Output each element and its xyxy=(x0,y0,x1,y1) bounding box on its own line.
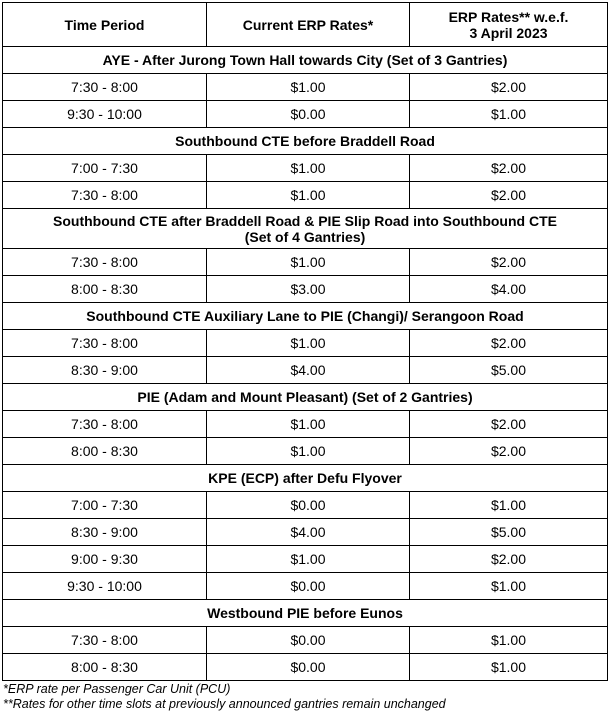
section-title-line2: (Set of 4 Gantries) xyxy=(244,228,366,245)
time-period-cell: 9:30 - 10:00 xyxy=(3,101,207,128)
erp-rates-table xyxy=(2,2,608,681)
current-rate-cell: $1.00 xyxy=(207,74,410,101)
time-period-cell: 7:30 - 8:00 xyxy=(3,411,207,438)
time-period-cell: 9:30 - 10:00 xyxy=(3,573,207,600)
footnotes xyxy=(3,682,446,712)
current-rate-cell: $1.00 xyxy=(207,155,410,182)
table-row xyxy=(3,546,608,573)
time-period-cell: 8:30 - 9:00 xyxy=(3,357,207,384)
new-rate-cell: $2.00 xyxy=(410,74,608,101)
header-new-rates-line2: 3 April 2023 xyxy=(469,24,548,41)
section-title: KPE (ECP) after Defu Flyover xyxy=(3,465,608,492)
section-title-line1: Southbound CTE after Braddell Road & PIE Slip Road into Southbound CTE xyxy=(53,212,557,229)
time-period-cell: 7:00 - 7:30 xyxy=(3,155,207,182)
new-rate-cell: $5.00 xyxy=(410,519,608,546)
new-rate-cell: $1.00 xyxy=(410,573,608,600)
new-rate-cell: $1.00 xyxy=(410,654,608,681)
section-title: Westbound PIE before Eunos xyxy=(3,600,608,627)
new-rate-cell: $2.00 xyxy=(410,249,608,276)
new-rate-cell: $1.00 xyxy=(410,101,608,128)
header-time-period: Time Period xyxy=(3,3,207,47)
header-current-rates: Current ERP Rates* xyxy=(207,3,410,47)
section-title: PIE (Adam and Mount Pleasant) (Set of 2 Gantries) xyxy=(3,384,608,411)
table-row xyxy=(3,411,608,438)
section-header-row xyxy=(3,303,608,330)
current-rate-cell: $4.00 xyxy=(207,519,410,546)
time-period-cell: 8:30 - 9:00 xyxy=(3,519,207,546)
new-rate-cell: $1.00 xyxy=(410,627,608,654)
section-header-row xyxy=(3,465,608,492)
table-row xyxy=(3,101,608,128)
current-rate-cell: $3.00 xyxy=(207,276,410,303)
current-rate-cell: $1.00 xyxy=(207,182,410,209)
current-rate-cell: $0.00 xyxy=(207,627,410,654)
time-period-cell: 9:00 - 9:30 xyxy=(3,546,207,573)
section-title xyxy=(3,209,608,249)
section-header-row xyxy=(3,128,608,155)
section-title: Southbound CTE before Braddell Road xyxy=(3,128,608,155)
time-period-cell: 7:30 - 8:00 xyxy=(3,74,207,101)
new-rate-cell: $2.00 xyxy=(410,546,608,573)
table-row xyxy=(3,357,608,384)
new-rate-cell: $2.00 xyxy=(410,438,608,465)
current-rate-cell: $1.00 xyxy=(207,411,410,438)
table-row xyxy=(3,74,608,101)
header-new-rates xyxy=(410,3,608,47)
time-period-cell: 8:00 - 8:30 xyxy=(3,276,207,303)
current-rate-cell: $0.00 xyxy=(207,492,410,519)
header-new-rates-line1: ERP Rates** w.e.f. xyxy=(448,8,569,25)
table-row xyxy=(3,627,608,654)
section-title: Southbound CTE Auxiliary Lane to PIE (Changi)/ Serangoon Road xyxy=(3,303,608,330)
table-row xyxy=(3,654,608,681)
new-rate-cell: $5.00 xyxy=(410,357,608,384)
table-row xyxy=(3,276,608,303)
current-rate-cell: $4.00 xyxy=(207,357,410,384)
new-rate-cell: $2.00 xyxy=(410,411,608,438)
time-period-cell: 7:30 - 8:00 xyxy=(3,627,207,654)
table-row xyxy=(3,182,608,209)
time-period-cell: 8:00 - 8:30 xyxy=(3,654,207,681)
section-header-row xyxy=(3,384,608,411)
new-rate-cell: $2.00 xyxy=(410,182,608,209)
current-rate-cell: $1.00 xyxy=(207,546,410,573)
section-header-row xyxy=(3,209,608,249)
table-row xyxy=(3,438,608,465)
table-row xyxy=(3,155,608,182)
current-rate-cell: $1.00 xyxy=(207,330,410,357)
table-row xyxy=(3,249,608,276)
time-period-cell: 7:30 - 8:00 xyxy=(3,330,207,357)
current-rate-cell: $1.00 xyxy=(207,249,410,276)
table-row xyxy=(3,573,608,600)
current-rate-cell: $1.00 xyxy=(207,438,410,465)
footnote-pcu: *ERP rate per Passenger Car Unit (PCU) xyxy=(3,682,231,696)
new-rate-cell: $4.00 xyxy=(410,276,608,303)
table-row xyxy=(3,492,608,519)
section-header-row xyxy=(3,600,608,627)
new-rate-cell: $2.00 xyxy=(410,330,608,357)
table-header-row xyxy=(3,3,608,47)
new-rate-cell: $1.00 xyxy=(410,492,608,519)
current-rate-cell: $0.00 xyxy=(207,573,410,600)
time-period-cell: 7:30 - 8:00 xyxy=(3,249,207,276)
section-title: AYE - After Jurong Town Hall towards City (Set of 3 Gantries) xyxy=(3,47,608,74)
new-rate-cell: $2.00 xyxy=(410,155,608,182)
time-period-cell: 7:30 - 8:00 xyxy=(3,182,207,209)
time-period-cell: 8:00 - 8:30 xyxy=(3,438,207,465)
table-row xyxy=(3,519,608,546)
current-rate-cell: $0.00 xyxy=(207,101,410,128)
table-row xyxy=(3,330,608,357)
current-rate-cell: $0.00 xyxy=(207,654,410,681)
section-header-row xyxy=(3,47,608,74)
footnote-other-slots: **Rates for other time slots at previously announced gantries remain unchanged xyxy=(3,697,446,711)
time-period-cell: 7:00 - 7:30 xyxy=(3,492,207,519)
